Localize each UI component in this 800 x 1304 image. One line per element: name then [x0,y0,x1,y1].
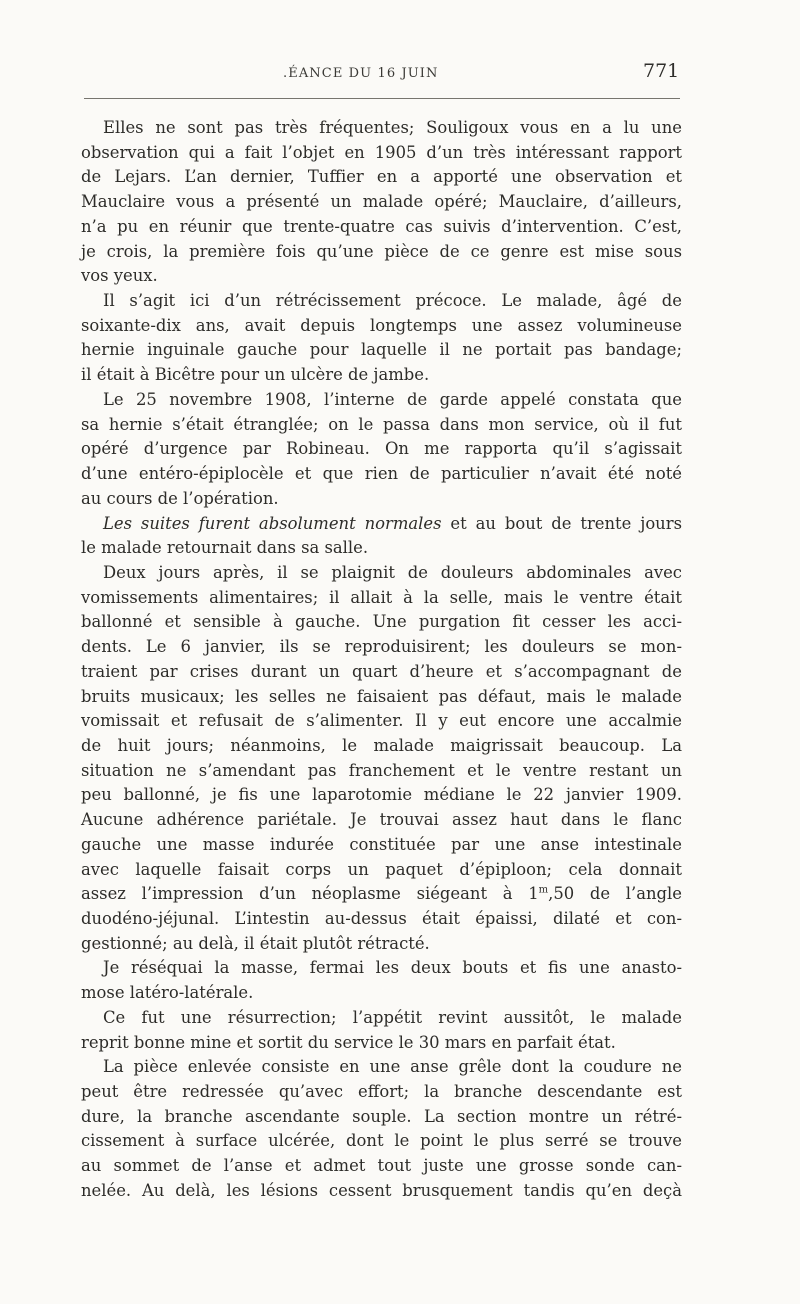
text-line: Mauclaire vous a présenté un malade opéré; Mauclaire, d’ailleurs, [81,192,682,212]
text-line: dure, la branche ascendante souple. La section montre un rétré- [81,1106,682,1126]
text-line: de Lejars. L’an dernier, Tuffier en a apporté une observation et [81,167,682,187]
page-number: 771 [643,60,680,82]
text-line: hernie inguinale gauche pour laquelle il ne portait pas bandage; [81,340,682,360]
text-line: mose latéro-latérale. [81,983,254,1003]
text-line: au sommet de l’anse et admet tout juste une grosse sonde can- [81,1156,682,1176]
text-line: vomissait et refusait de s’alimenter. Il y eut encore une accalmie [81,711,682,731]
text-line: n’a pu en réunir que trente-quatre cas suivis d’intervention. C’est, [81,216,682,236]
page-header [0,56,800,88]
text-line: gestionné; au delà, il était plutôt rétracté. [81,933,430,953]
text-line: au cours de l’opération. [81,488,279,508]
text-line: peut être redressée qu’avec effort; la branche descendante est [81,1082,682,1102]
text-line: opéré d’urgence par Robineau. On me rapporta qu’il s’agissait [81,439,682,459]
text-line: Je réséquai la masse, fermai les deux bouts et fis une anasto- [103,958,682,978]
text-line: soixante-dix ans, avait depuis longtemps une assez volumineuse [81,315,682,335]
text-line: Deux jours après, il se plaignit de douleurs abdominales avec [103,562,682,582]
text-line: peu ballonné, je fis une laparotomie médiane le 22 janvier 1909. [81,785,682,805]
italic-phrase: Les suites furent absolument normales [103,513,442,533]
text-line: de huit jours; néanmoins, le malade maigrissait beaucoup. La [81,735,682,755]
text-line: il était à Bicêtre pour un ulcère de jambe. [81,365,430,385]
text-line: duodéno-jéjunal. L’intestin au-dessus était épaissi, dilaté et con- [81,909,682,928]
text-fragment: assez l’impression d’un néoplasme siégeant à 1 [81,884,539,904]
text-line: Ce fut une résurrection; l’appétit revint aussitôt, le malade [103,1007,682,1027]
text-line: d’une entéro-épiplocèle et que rien de particulier n’avait été noté [81,464,682,484]
text-line [81,512,682,537]
text-line: bruits musicaux; les selles ne faisaient pas défaut, mais le malade [81,686,682,706]
text-line: vomissements alimentaires; il allait à la selle, mais le ventre était [81,587,682,607]
text-line: cissement à surface ulcérée, dont le point le plus serré se trouve [81,1131,682,1151]
text-line: Il s’agit ici d’un rétrécissement précoce. Le malade, âgé de [103,291,682,311]
text-line: Le 25 novembre 1908, l’interne de garde appelé constata que [103,389,682,409]
text-line: avec laquelle faisait corps un paquet d’épiploon; cela donnait [81,859,682,879]
text-line: dents. Le 6 janvier, ils se reproduisirent; les douleurs se mon- [81,637,682,657]
text-line: ballonné et sensible à gauche. Une purgation fit cesser les acci- [81,612,682,632]
text-line: nelée. Au delà, les lésions cessent brusquement tandis qu’en deçà [81,1180,682,1200]
text-line: gauche une masse indurée constituée par une anse intestinale [81,834,682,854]
text-line: Aucune adhérence pariétale. Je trouvai assez haut dans le flanc [81,810,682,830]
text-line: traient par crises durant un quart d’heure et s’accompagnant de [81,661,682,681]
running-title: .ÉANCE DU 16 JUIN [283,66,439,81]
text-fragment: ,50 de l’angle [548,884,682,904]
text-line: le malade retournait dans sa salle. [81,538,369,558]
text-line: sa hernie s’était étranglée; on le passa dans mon service, où il fut [81,414,682,434]
text-line: je crois, la première fois qu’une pièce de ce genre est mise sous [81,241,682,261]
text-line: vos yeux. [81,266,158,286]
text-fragment: et au bout de trente jours [441,513,682,533]
text-line: La pièce enlevée consiste en une anse grêle dont la coudure ne [103,1057,682,1077]
text-line [81,882,682,907]
text-line: observation qui a fait l’objet en 1905 d’un très intéressant rapport [81,142,682,162]
superscript: m [538,884,549,896]
header-rule [84,98,680,99]
text-line: reprit bonne mine et sortit du service le 30 mars en parfait état. [81,1032,616,1052]
text-line: situation ne s’amendant pas franchement et le ventre restant un [81,760,682,780]
text-line: Elles ne sont pas très fréquentes; Souligoux vous en a lu une [103,118,682,137]
body-text [81,116,682,1204]
